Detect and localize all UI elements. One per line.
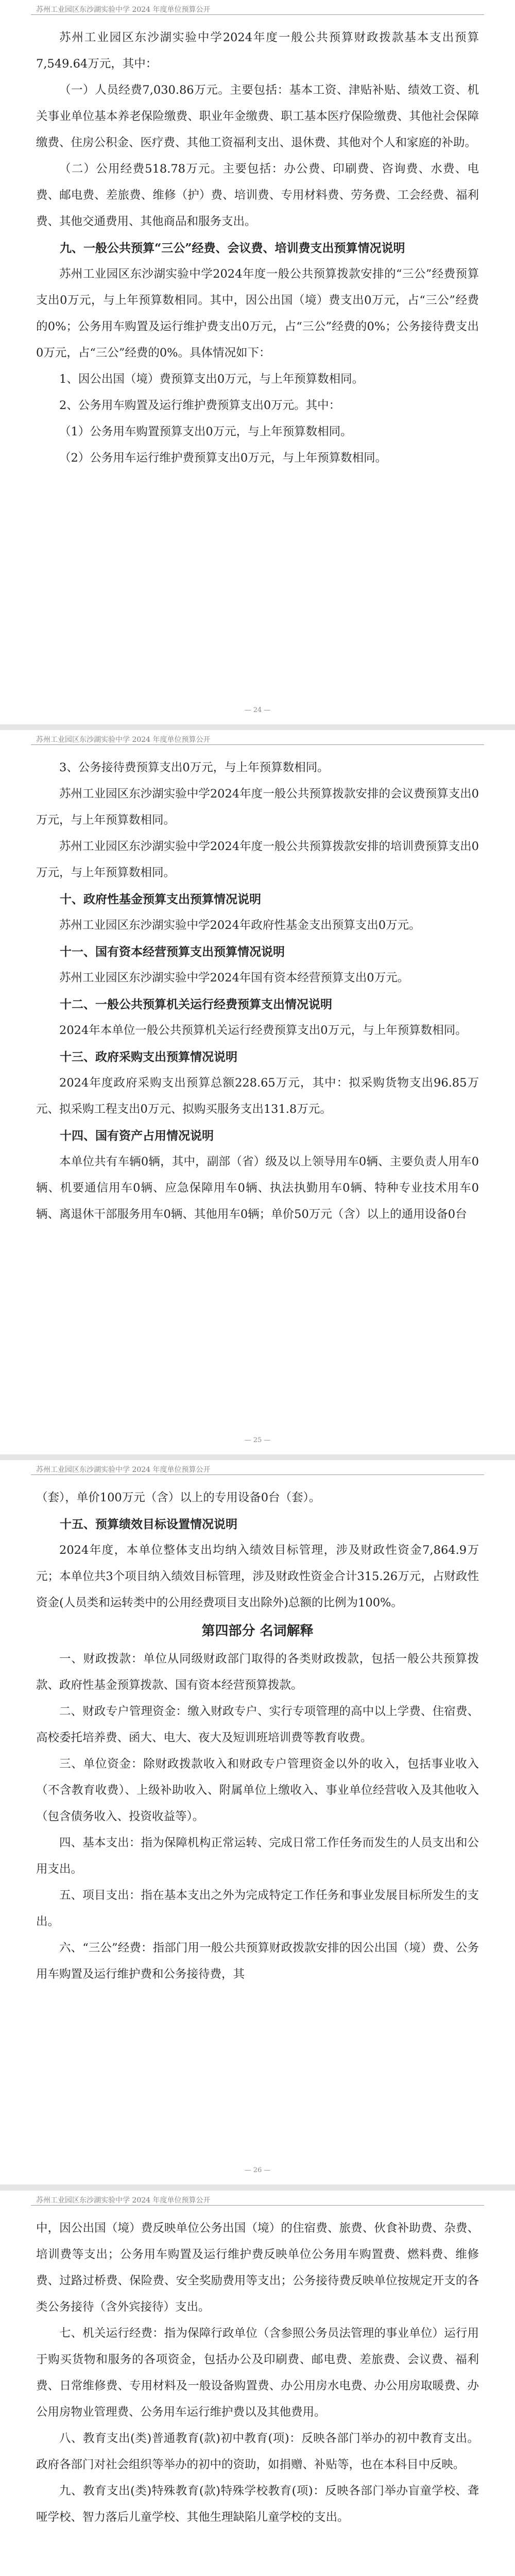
paragraph: （一）人员经费7,030.86万元。主要包括：基本工资、津贴补贴、绩效工资、机关事业单位基本养老保险缴费、职业年金缴费、职工基本医疗保险缴费、其他社会保障缴费、住房公积金、医疗费、其他工资福利支出、退休费、其他对个人和家庭的补助。	[36, 83, 479, 149]
document-page	[0, 1460, 515, 2184]
paragraph: （套），单价100万元（含）以上的专用设备0台（套）。	[36, 1491, 321, 1504]
page-content	[36, 25, 479, 471]
header-divider	[31, 744, 484, 745]
paragraph: 中，因公出国（境）费反映单位公务出国（境）的住宿费、旅费、伙食补助费、杂费、培训费等支出；公务用车购置及运行维护费反映单位公务用车购置费、燃料费、维修费、过路过桥费、保险费、安全奖励费用等支出；公务接待费反映单位按规定开支的各类公务接待（含外宾接待）支出。	[36, 2222, 479, 2314]
section-heading: 十一、国有资本经营预算支出预算情况说明	[60, 945, 285, 959]
document-page	[0, 2191, 515, 2576]
paragraph: 苏州工业园区东沙湖实验中学2024年度一般公共预算拨款安排的会议费预算支出0万元，与上年预算数相同。	[36, 787, 479, 827]
paragraph: 2024年度，本单位整体支出均纳入绩效目标管理，涉及财政性资金7,864.9万元；本单位共3个项目纳入绩效目标管理，涉及财政性资金合计315.26万元，占财政性资金(人员类和运转类中的公用经费项目支出除外)总额的比例为100%。	[36, 1544, 479, 1609]
document-page	[0, 0, 515, 724]
paragraph: （1）公务用车购置预算支出0万元，与上年预算数相同。	[59, 425, 352, 438]
paragraph: 苏州工业园区东沙湖实验中学2024年度一般公共预算拨款安排的“三公”经费预算支出0万元，与上年预算数相同。其中，因公出国（境）费支出0万元，占“三公”经费的0%；公务用车购置及运行维护费支出0万元，占“三公”经费的0%；公务接待费支出0万元，占“三公”经费的0%。具体情况如下：	[36, 267, 479, 360]
paragraph: 苏州工业园区东沙湖实验中学2024年政府性基金支出预算支出0万元。	[59, 919, 421, 932]
section-heading: 十四、国有资产占用情况说明	[60, 1129, 214, 1143]
page-content	[36, 755, 479, 1228]
paragraph: 本单位共有车辆0辆，其中，副部（省）级及以上领导用车0辆、主要负责人用车0辆、机要通信用车0辆、应急保障用车0辆、执法执勤用车0辆、特种专业技术用车0辆、离退休干部服务用车0辆、其他用车0辆；单价50万元（含）以上的通用设备0台	[36, 1155, 479, 1221]
page-content	[36, 2215, 479, 2531]
paragraph: 苏州工业园区东沙湖实验中学2024年度一般公共预算财政拨款基本支出预算7,549.64万元，其中：	[36, 31, 479, 71]
document-page	[0, 730, 515, 1454]
paragraph: 3、公务接待费预算支出0万元，与上年预算数相同。	[59, 761, 329, 774]
paragraph: 三、单位资金：除财政拨款收入和财政专户管理资金以外的收入，包括事业收入（不含教育收费）、上级补助收入、附属单位上缴收入、事业单位经营收入及其他收入（包含债务收入、投资收益等）。	[36, 1757, 479, 1823]
paragraph: 苏州工业园区东沙湖实验中学2024年国有资本经营预算支出0万元。	[59, 971, 409, 985]
section-heading: 十三、政府采购支出预算情况说明	[60, 1050, 237, 1064]
page-number: — 25 —	[244, 1436, 271, 1444]
paragraph: 苏州工业园区东沙湖实验中学2024年度一般公共预算拨款安排的培训费预算支出0万元，与上年预算数相同。	[36, 840, 479, 879]
page-header: 苏州工业园区东沙湖实验中学 2024 年度单位预算公开	[36, 1466, 211, 1474]
paragraph: 六、“三公”经费：指部门用一般公共预算财政拨款安排的因公出国（境）费、公务用车购置及运行维护费和公务接待费，其	[36, 1941, 479, 1981]
paragraph: 五、项目支出：指在基本支出之外为完成特定工作任务和事业发展目标所发生的支出。	[36, 1889, 479, 1928]
paragraph: （二）公用经费518.78万元。主要包括：办公费、印刷费、咨询费、水费、电费、邮电费、差旅费、维修（护）费、培训费、专用材料费、劳务费、工会经费、福利费、其他交通费用、其他商品和服务支出。	[36, 162, 479, 228]
page-number: — 26 —	[244, 2166, 271, 2174]
paragraph: 2、公务用车购置及运行维护费预算支出0万元。其中：	[59, 399, 341, 412]
paragraph: 二、财政专户管理资金：缴入财政专户、实行专项管理的高中以上学费、住宿费、高校委托培养费、函大、电大、夜大及短训班培训费等教育收费。	[36, 1705, 479, 1744]
paragraph: 2024年本单位一般公共预算机关运行经费预算支出0万元，与上年预算数相同。	[59, 1024, 467, 1037]
section-heading: 九、一般公共预算“三公”经费、会议费、培训费支出预算情况说明	[60, 241, 405, 255]
page-content	[36, 1485, 479, 1988]
section-heading: 十五、预算绩效目标设置情况说明	[60, 1517, 237, 1531]
paragraph: （2）公务用车运行维护费预算支出0万元，与上年预算数相同。	[59, 451, 387, 465]
paragraph: 九、教育支出(类)特殊教育(款)特殊学校教育(项)：反映各部门举办盲童学校、聋哑学校、智力落后儿童学校、其他生理缺陷儿童学校的支出。	[36, 2484, 479, 2524]
paragraph: 1、因公出国（境）费预算支出0万元，与上年预算数相同。	[59, 372, 364, 386]
page-header: 苏州工业园区东沙湖实验中学 2024 年度单位预算公开	[36, 2196, 211, 2205]
header-divider	[31, 14, 484, 15]
paragraph: 2024年度政府采购支出预算总额228.65万元，其中：拟采购货物支出96.85万元、拟采购工程支出0万元、拟购买服务支出131.8万元。	[36, 1076, 479, 1116]
header-divider	[31, 2205, 484, 2206]
section-heading: 十二、一般公共预算机关运行经费预算支出情况说明	[60, 997, 332, 1011]
section-heading: 十、政府性基金预算支出预算情况说明	[60, 892, 261, 906]
page-header: 苏州工业园区东沙湖实验中学 2024 年度单位预算公开	[36, 736, 211, 744]
part-title: 第四部分 名词解释	[201, 1623, 314, 1639]
paragraph: 八、教育支出(类)普通教育(款)初中教育(项)：反映各部门举办的初中教育支出。政府各部门对社会组织等举办的初中的资助，如捐赠、补贴等，也在本科目中反映。	[36, 2432, 479, 2471]
paragraph: 一、财政拨款：单位从同级财政部门取得的各类财政拨款，包括一般公共预算拨款、政府性基金预算拨款、国有资本经营预算拨款。	[36, 1652, 479, 1692]
page-header: 苏州工业园区东沙湖实验中学 2024 年度单位预算公开	[36, 6, 211, 14]
paragraph: 七、机关运行经费：指为保障行政单位（含参照公务员法管理的事业单位）运行用于购买货物和服务的各项资金，包括办公及印刷费、邮电费、差旅费、会议费、福利费、日常维修费、专用材料及一般设备购置费、办公用房水电费、办公用房取暖费、办公用房物业管理费、公务用车运行维护费以及其他费用。	[36, 2327, 479, 2419]
paragraph: 四、基本支出：指为保障机构正常运转、完成日常工作任务而发生的人员支出和公用支出。	[36, 1836, 479, 1876]
page-number: — 24 —	[244, 706, 271, 714]
